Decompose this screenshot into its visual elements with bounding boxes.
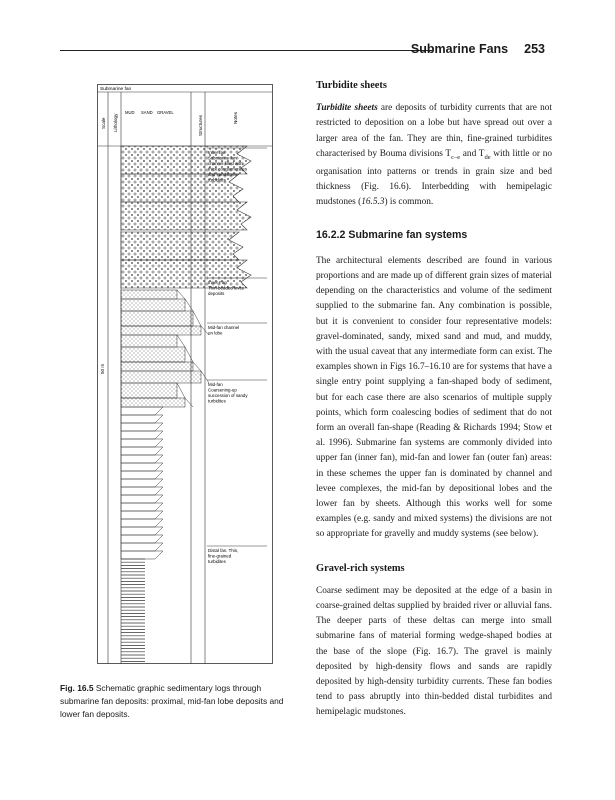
turbidite-bed — [121, 407, 163, 415]
sand-bed — [121, 326, 201, 335]
heading-gravel-rich: Gravel-rich systems — [316, 562, 405, 574]
sedimentary-log — [97, 84, 273, 664]
note-line: Inner Fan — [208, 280, 227, 285]
paragraph-fan-systems: The architectural elements described are found in various proportions and are made up of different grain sizes of material depending on the characteristics and volume of the sediment supplied to the submarine fan. Any combination is possible, but it is convenient to consider four representative models: gravel-dominated, sandy, mixed sand and mud, and muddy, with the usual caveat that any intermediate form can exist. The examples shown in Figs 16.7–16.10 are for systems that have a single entry point supplying a fan-shaped body of sediment, but for each case there are also scenarios of multiple supply points, which form coalescing bodies of sediment that do not form an overall fan-shape (Reading & Richards 1994; Stow et al. 1996). Submarine fan systems are commonly divided into upper fan (inner fan), mid-fan and lower fan (outer fan) areas: in these schemes the upper fan is dominated by channel and levee complexes, the mid-fan by depositional lobes and the lower fan by sheets. Although this works well for some examples (e.g. sandy and mixed systems) the divisions are not so appropriate for gravelly and muddy systems (see below). — [316, 255, 552, 540]
turbidite-bed — [121, 439, 163, 447]
turbidite-bed — [121, 543, 163, 551]
scale-label: 50 m — [100, 363, 105, 374]
col-mud: MUD — [125, 110, 135, 115]
note-line: turbidites — [208, 559, 226, 564]
figure-16-5 — [97, 84, 273, 664]
col-notes: Notes — [233, 111, 238, 124]
note-line: turbidites — [208, 398, 226, 404]
turbidite-bed — [121, 535, 163, 543]
col-scale: Scale — [101, 117, 106, 129]
conglomerate-bed — [121, 202, 251, 230]
note-line: on lobe — [208, 330, 223, 336]
sand-bed — [121, 311, 193, 326]
lithology-column — [121, 146, 251, 661]
turbidite-bed — [121, 447, 163, 455]
sand-bed — [121, 371, 201, 383]
text-column — [316, 78, 552, 721]
turbidite-bed — [121, 455, 163, 463]
sand-bed — [121, 299, 185, 311]
figure-title: Submarine fan — [100, 87, 132, 92]
turbidite-bed — [121, 431, 163, 439]
turbidite-bed — [121, 503, 163, 511]
note-line: deposits — [208, 291, 225, 296]
note-line: turbidites — [208, 177, 226, 183]
note-line: Coarsening-up — [208, 387, 237, 393]
note-line: succession of sandy — [208, 393, 248, 398]
sand-bed — [121, 398, 185, 407]
turbidite-bed — [121, 463, 163, 471]
sand-bed — [121, 383, 177, 398]
sand-bed — [121, 290, 177, 299]
running-head-title: Submarine Fans — [410, 42, 509, 56]
note-line: Mid-fan channel — [208, 325, 240, 330]
note-line: Submarine fan — [208, 155, 237, 161]
header-rule — [60, 50, 432, 51]
paragraph-gravel: Coarse sediment may be deposited at the edge of a basin in coarse-grained deltas supplied by braided river or alluvial fans. The deeper parts of these deltas can merge into small submarine fans of material forming wedge-shaped bodies at the base of the slope (Fig. 16.7). The gravel is mainly deposited by high-density flows and sands are rapidly deposited by high-density turbidity currents. These fan bodies tend to pass abruptly into thin-bedded distal turbidites and hemipelagic mudstones. — [316, 585, 552, 718]
running-head — [411, 42, 545, 56]
turbidite-bed — [121, 511, 163, 519]
sand-bed — [121, 347, 185, 362]
turbidite-bed — [121, 495, 163, 503]
turbidite-bed — [121, 423, 163, 431]
turbidite-bed — [121, 487, 163, 495]
col-structures: Structures — [198, 115, 203, 136]
sand-bed — [121, 335, 177, 347]
note-line: channel filled with — [208, 161, 243, 166]
sand-bed — [121, 362, 193, 371]
note-line: Distal fan. Thin, — [208, 548, 239, 553]
col-sand: SAND — [141, 110, 153, 115]
note-line: and sandstone — [208, 172, 237, 177]
caption-text: Schematic graphic sedimentary logs through submarine fan deposits: proximal, mid-fan lobe deposits and lower fan deposits. — [60, 683, 284, 719]
caption-label: Fig. 16.5 — [60, 683, 94, 693]
paragraph-turbidite: Turbidite sheets are deposits of turbidity currents that are not restricted to deposition on a lobe but have spread out over a larger area of the fan. They are thin, fine-grained turbidites characterised by Bouma divisions $T_{c-e}$ and $T_{de}$ with little or no organisation into patterns or trends in grain size and bed thickness (Fig. 16.6). Interbedding with hemipelagic mudstones (16.5.3) is common. — [316, 103, 552, 208]
col-gravel: GRAVEL — [157, 110, 174, 115]
turbidite-bed — [121, 479, 163, 487]
page-number: 253 — [524, 42, 545, 56]
note-line: Thin-bedded levee — [208, 285, 245, 291]
col-lithology: Lithology — [113, 113, 118, 132]
conglomerate-bed — [121, 232, 243, 260]
heading-submarine-fan-systems: 16.2.2 Submarine fan systems — [316, 229, 468, 242]
note-line: Inner fan — [208, 150, 226, 155]
turbidite-bed — [121, 527, 163, 535]
note-line: Mid-fan — [208, 382, 223, 387]
heading-turbidite-sheets: Turbidite sheets — [316, 80, 387, 91]
turbidite-bed — [121, 471, 163, 479]
turbidite-bed — [121, 551, 163, 559]
figure-caption — [60, 682, 290, 721]
note-line: fine-grained — [208, 553, 232, 559]
turbidite-bed — [121, 415, 163, 423]
conglomerate-bed — [121, 260, 251, 288]
note-line: thick conglomerates — [208, 166, 248, 172]
turbidite-bed — [121, 519, 163, 527]
